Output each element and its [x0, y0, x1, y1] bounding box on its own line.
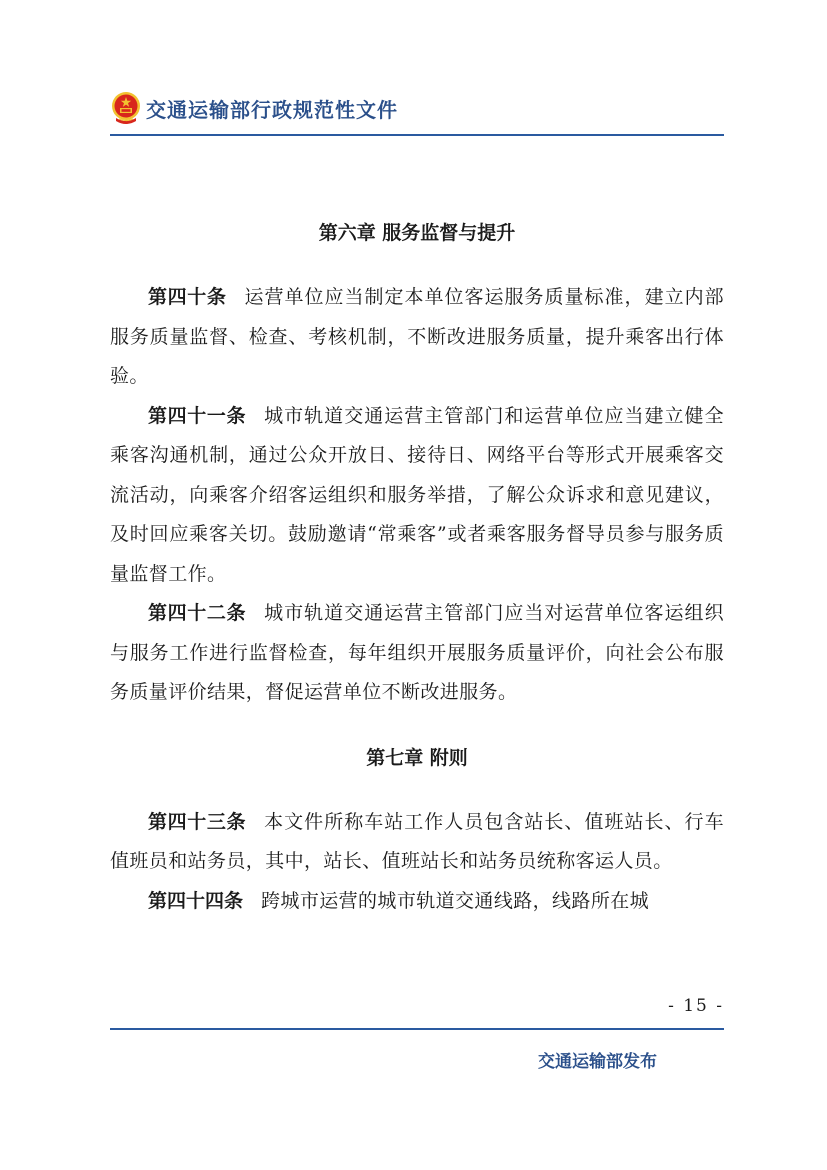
national-emblem-icon	[110, 91, 142, 125]
article-label: 第四十条	[148, 286, 227, 308]
article-label: 第四十三条	[148, 810, 247, 833]
article-paragraph	[110, 803, 724, 882]
article-paragraph	[110, 397, 724, 595]
document-header	[110, 88, 724, 128]
article-text: 城市轨道交通运营主管部门和运营单位应当建立健全乘客沟通机制，通过公众开放日、接待日、网络平台等形式开展乘客交流活动，向乘客介绍客运组织和服务举措，了解公众诉求和意见建议，及时回应乘客关切。鼓励邀请“常乘客”或者乘客服务督导员参与服务质量监督工作。	[110, 404, 724, 585]
footer-divider	[110, 1028, 724, 1030]
article-label: 第四十二条	[148, 602, 247, 624]
article-label: 第四十四条	[148, 889, 244, 912]
chapter-title: 第六章 服务监督与提升	[318, 222, 516, 244]
article-text: 运营单位应当制定本单位客运服务质量标准，建立内部服务质量监督、检查、考核机制，不断改进服务质量，提升乘客出行体验。	[110, 286, 724, 387]
header-title: 交通运输部行政规范性文件	[146, 97, 398, 122]
article-paragraph	[110, 882, 724, 922]
chapter-title: 第七章 附则	[366, 746, 468, 769]
header-divider	[110, 134, 724, 136]
page-number: - 15 -	[668, 996, 724, 1016]
document-body	[110, 210, 724, 921]
article-text: 本文件所称车站工作人员包含站长、值班站长、行车值班员和站务员，其中，站长、值班站长和站务员统称客运人员。	[110, 810, 724, 872]
article-paragraph	[110, 278, 724, 397]
article-text: 跨城市运营的城市轨道交通线路，线路所在城	[261, 889, 650, 912]
publisher-label: 交通运输部发布	[538, 1052, 657, 1072]
article-paragraph	[110, 594, 724, 713]
article-text: 城市轨道交通运营主管部门应当对运营单位客运组织与服务工作进行监督检查，每年组织开展服务质量评价，向社会公布服务质量评价结果，督促运营单位不断改进服务。	[110, 602, 724, 703]
article-label: 第四十一条	[148, 404, 247, 427]
